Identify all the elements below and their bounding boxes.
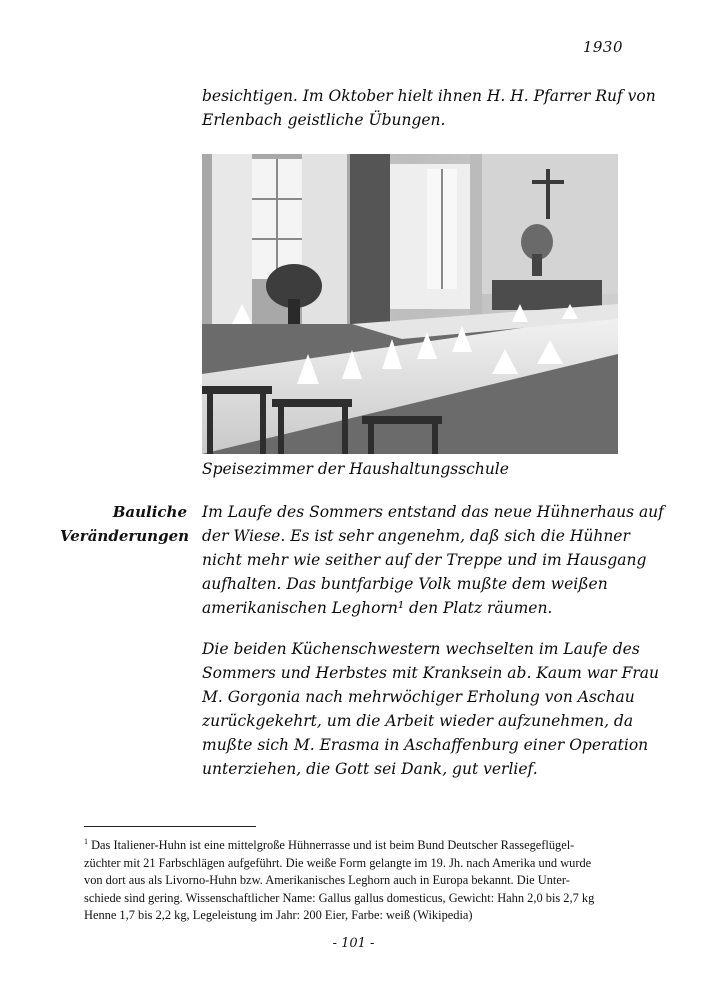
footnote-line: von dort aus als Livorno-Huhn bzw. Amerikanisches Leghorn auch in Europa bekannt. Die Unter- (84, 873, 570, 888)
text-line: nicht mehr wie seither auf der Treppe und im Hausgang (202, 551, 647, 569)
text-line: M. Gorgonia nach mehrwöchiger Erholung von Aschau (202, 688, 635, 706)
text-line: Erlenbach geistliche Übungen. (202, 111, 446, 129)
margin-heading (60, 500, 190, 548)
year-header: 1930 (582, 38, 623, 56)
text-line: der Wiese. Es ist sehr angenehm, daß sich die Hühner (202, 527, 630, 545)
text-line: zurückgekehrt, um die Arbeit wieder aufzunehmen, da (202, 712, 634, 730)
footnote (84, 833, 624, 925)
footnote-marker: 1 (84, 837, 88, 846)
text-line: besichtigen. Im Oktober hielt ihnen H. H. Pfarrer Ruf von (202, 87, 656, 105)
text-line: amerikanischen Leghorn¹ den Platz räumen. (202, 599, 553, 617)
dining-room-photo-icon (202, 154, 618, 454)
paragraph-kitchen-sisters (202, 637, 659, 781)
text-line: Die beiden Küchenschwestern wechselten im Laufe des (202, 640, 640, 658)
paragraph-henhouse (202, 500, 664, 620)
text-line: Im Laufe des Sommers entstand das neue Hühnerhaus auf (202, 503, 664, 521)
footnote-line: Henne 1,7 bis 2,2 kg, Legeleistung im Jahr: 200 Eier, Farbe: weiß (Wikipedia) (84, 908, 473, 923)
text-line: mußte sich M. Erasma in Aschaffenburg einer Operation (202, 736, 649, 754)
dining-room-photo (202, 154, 618, 454)
margin-heading-line: Veränderungen (60, 527, 190, 545)
footnote-divider (84, 826, 256, 827)
text-line: unterziehen, die Gott sei Dank, gut verlief. (202, 760, 538, 778)
text-line: aufhalten. Das buntfarbige Volk mußte dem weißen (202, 575, 608, 593)
intro-text (202, 84, 656, 132)
footnote-line (84, 833, 624, 855)
footnote-line: züchter mit 21 Farbschlägen aufgeführt. Die weiße Form gelangte im 19. Jh. nach Amerika und wurde (84, 855, 592, 870)
page-number: - 101 - (332, 936, 375, 951)
margin-heading-line: Bauliche (112, 503, 187, 521)
footnote-text: Das Italiener-Huhn ist eine mittelgroße Hühnerrasse und ist beim Bund Deutscher Rassegeflügel- (91, 838, 575, 853)
photo-caption: Speisezimmer der Haushaltungsschule (202, 460, 509, 478)
text-line: Sommers und Herbstes mit Kranksein ab. Kaum war Frau (202, 664, 659, 682)
footnote-line: schiede sind gering. Wissenschaftlicher Name: Gallus gallus domesticus, Gewicht: Hahn 2,0 bis 2,7 kg (84, 890, 595, 905)
